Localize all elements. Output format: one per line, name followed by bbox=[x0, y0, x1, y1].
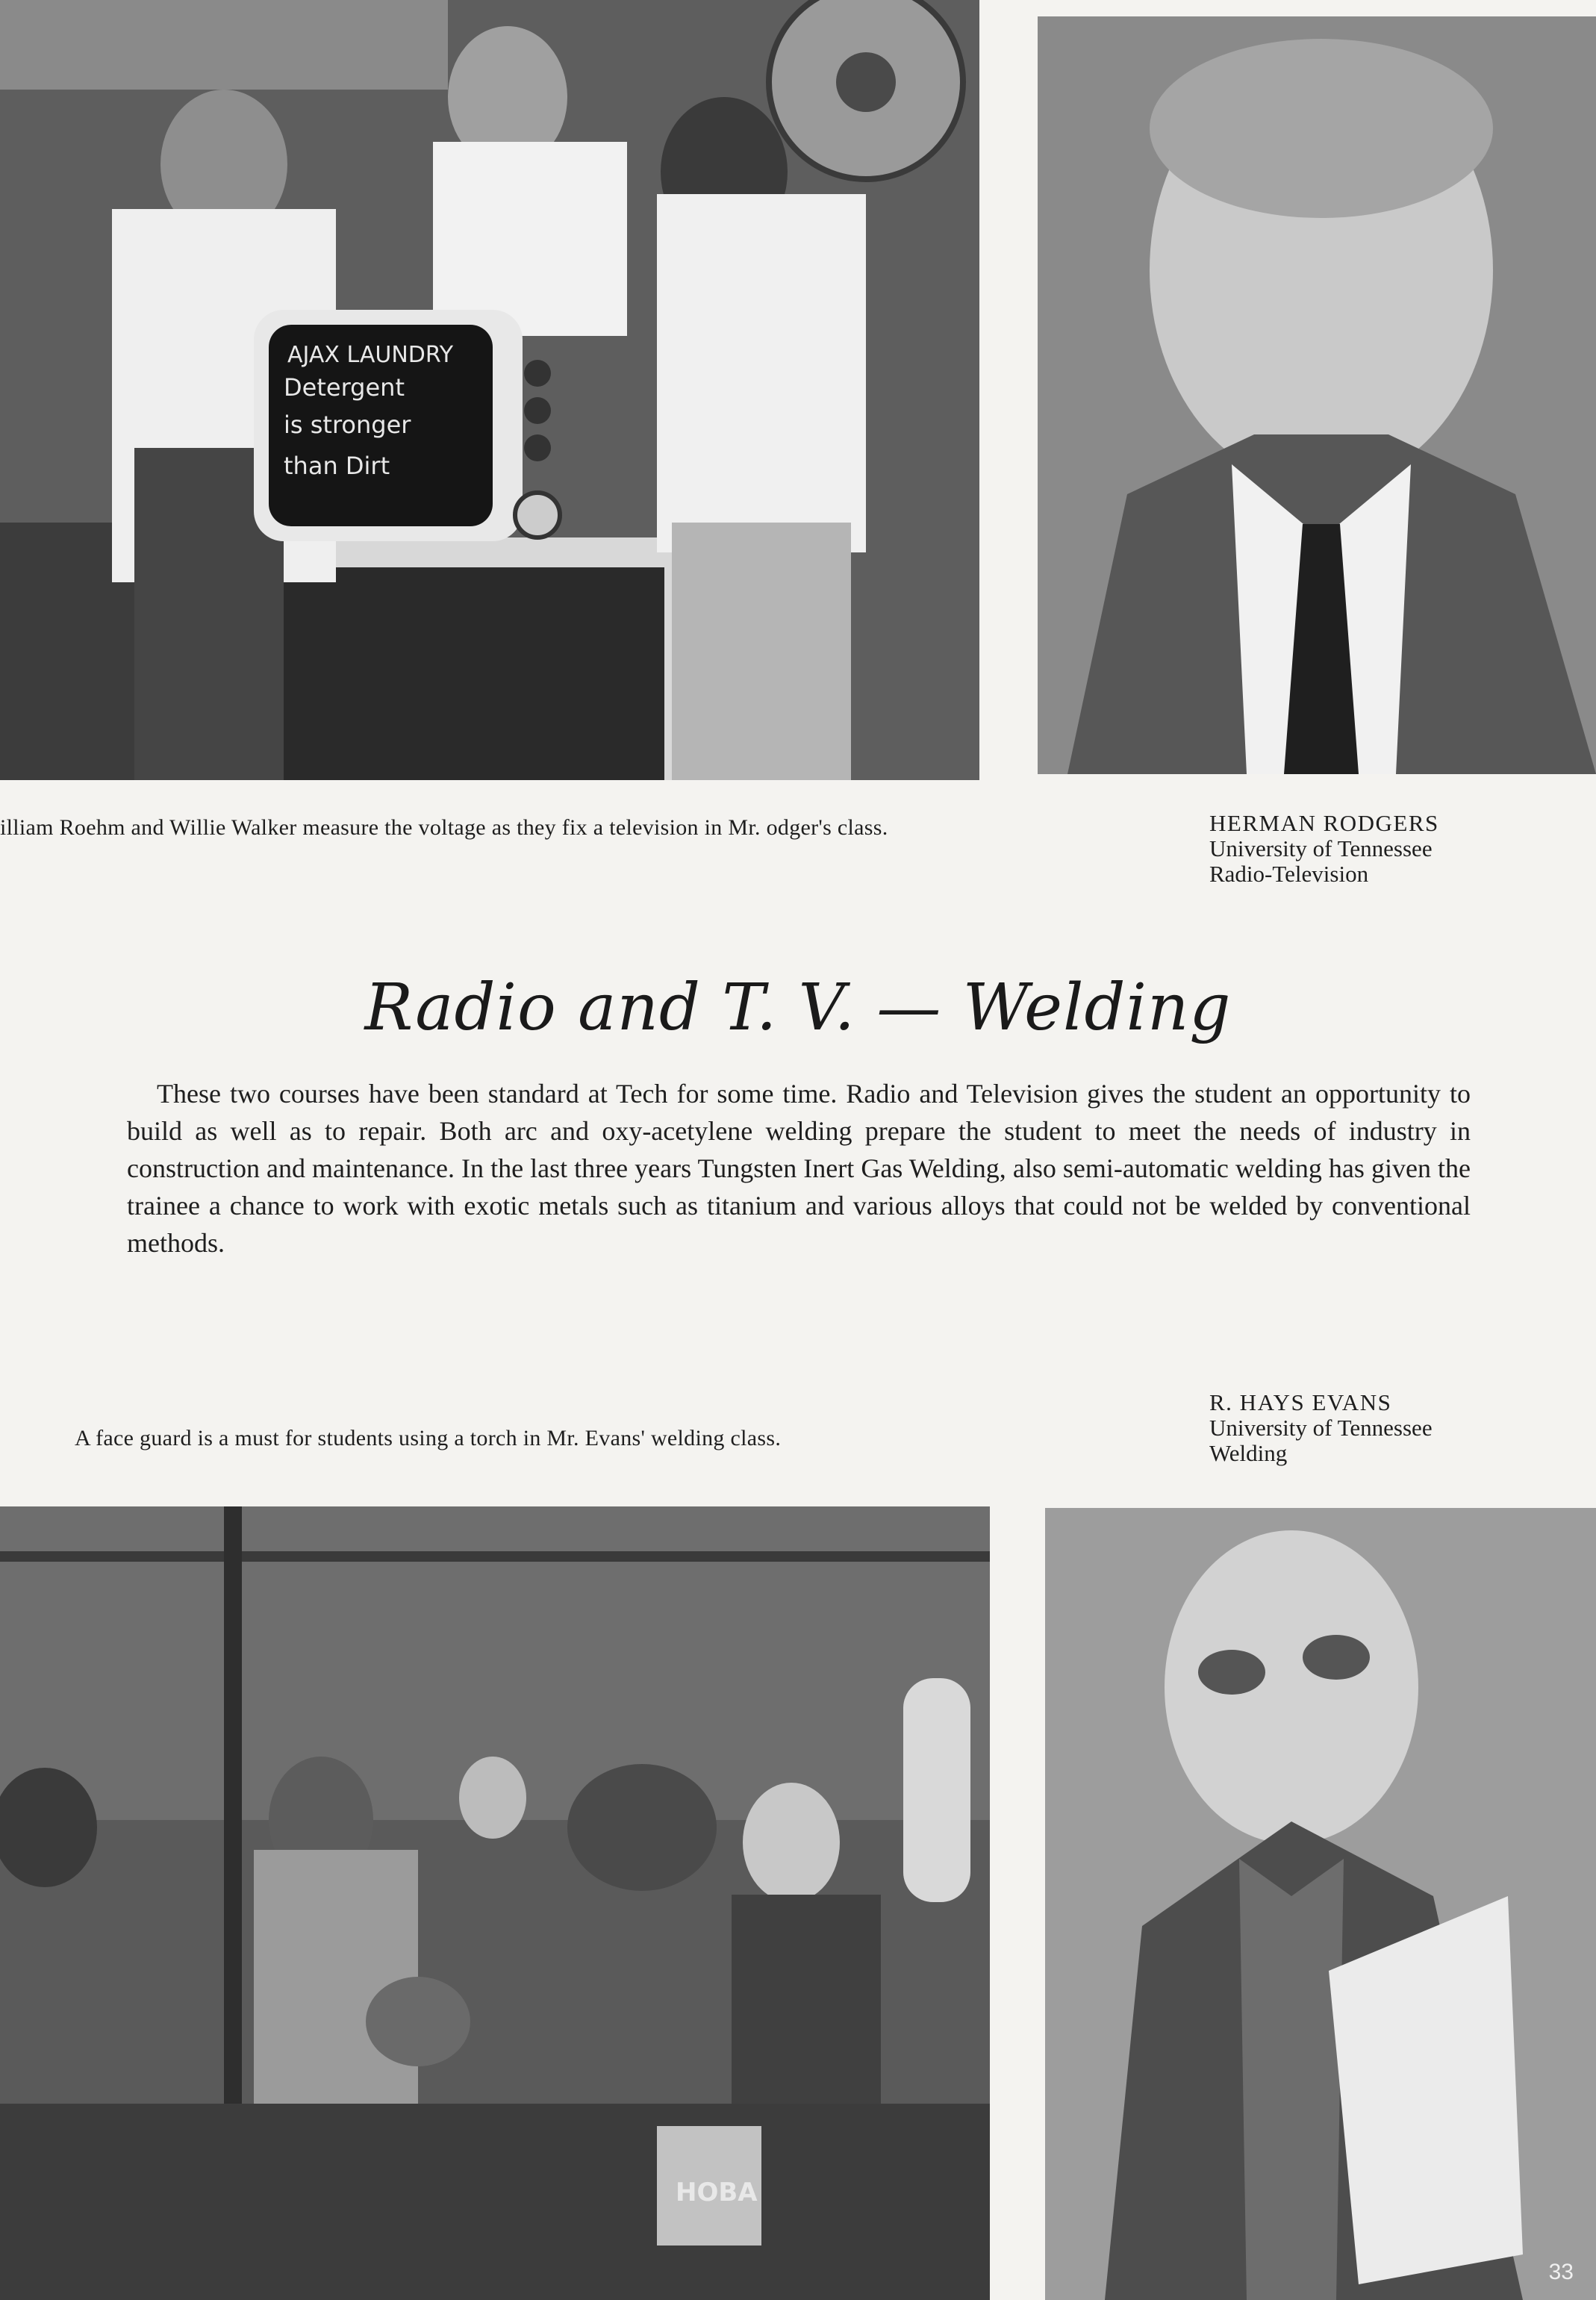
welding-caption: A face guard is a must for students using a torch in Mr. Evans' welding class. bbox=[75, 1426, 782, 1450]
evans-portrait-figure bbox=[1045, 1508, 1596, 2300]
evans-credit bbox=[1209, 1390, 1433, 1466]
tv-sign-line-2: Detergent bbox=[284, 373, 405, 402]
evans-school: University of Tennessee bbox=[1209, 1415, 1433, 1441]
tank-label: HOBA bbox=[676, 2178, 758, 2207]
tv-sign-line-3: is stronger bbox=[284, 411, 411, 439]
rodgers-school: University of Tennessee bbox=[1209, 835, 1433, 861]
evans-name: R. HAYS EVANS bbox=[1209, 1389, 1392, 1415]
tv-repair-scene bbox=[0, 0, 979, 780]
rodgers-subject: Radio-Television bbox=[1209, 861, 1369, 887]
evans-portrait bbox=[1045, 1508, 1596, 2300]
body-paragraph: These two courses have been standard at Tech for some time. Radio and Television gives the student an opportunity to build as well as to repair. Both arc and oxy-acetylene welding prepare the student to meet the needs of industry in construction and maintenance. In the last three years Tungsten Inert Gas Welding, also semi-automatic welding has given the trainee a chance to work with exotic metals such as titanium and various alloys that could not be welded by conventional methods. bbox=[127, 1079, 1471, 1258]
tv-repair-photo bbox=[0, 0, 979, 780]
tv-repair-caption: illiam Roehm and Willie Walker measure the voltage as they fix a television in Mr. odger's class. bbox=[0, 815, 888, 840]
evans-subject: Welding bbox=[1209, 1440, 1288, 1466]
rodgers-portrait bbox=[1038, 16, 1596, 774]
rodgers-name: HERMAN RODGERS bbox=[1209, 810, 1439, 836]
welding-class-photo bbox=[0, 1506, 990, 2300]
rodgers-credit bbox=[1209, 811, 1439, 887]
tv-sign-line-4: than Dirt bbox=[284, 452, 390, 480]
page-title: Radio and T. V. — Welding bbox=[364, 970, 1232, 1045]
rodgers-portrait-figure bbox=[1038, 16, 1596, 774]
welding-class-scene bbox=[0, 1506, 990, 2300]
tv-sign-line-1: AJAX LAUNDRY bbox=[287, 342, 454, 368]
page-number: 33 bbox=[1548, 2260, 1574, 2284]
